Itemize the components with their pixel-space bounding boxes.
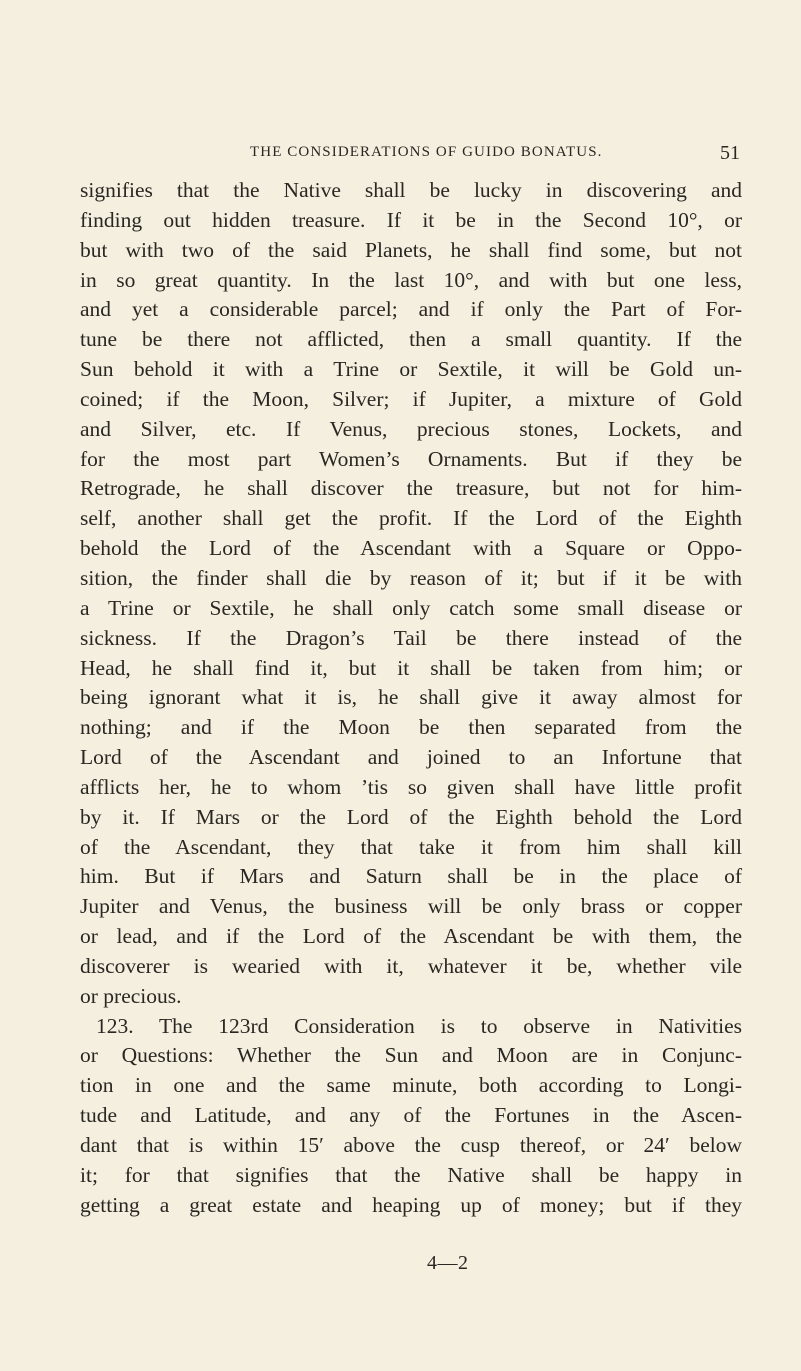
text-line: sition, the finder shall die by reason of it; but if it be with (80, 565, 742, 590)
text-line: it; for that signifies that the Native shall be happy in (80, 1162, 742, 1187)
text-line: for the most part Women’s Ornaments. But if they be (80, 446, 742, 471)
signature-mark: 4—2 (427, 1252, 469, 1274)
text-line: by it. If Mars or the Lord of the Eighth behold the Lord (80, 804, 742, 829)
text-line: tude and Latitude, and any of the Fortunes in the Ascen- (80, 1103, 742, 1128)
text-line: or lead, and if the Lord of the Ascendant be with them, the (80, 924, 742, 949)
text-line: tune be there not afflicted, then a small quantity. If the (80, 327, 742, 352)
text-line: coined; if the Moon, Silver; if Jupiter, a mixture of Gold (80, 386, 742, 411)
text-line: Head, he shall find it, but it shall be taken from him; or (80, 655, 742, 680)
text-line: being ignorant what it is, he shall give it away almost for (80, 685, 742, 710)
text-line: Sun behold it with a Trine or Sextile, it will be Gold un- (80, 357, 742, 382)
text-line: of the Ascendant, they that take it from him shall kill (80, 834, 742, 859)
text-line: a Trine or Sextile, he shall only catch some small disease or (80, 595, 742, 620)
text-line: and yet a considerable parcel; and if only the Part of For- (80, 297, 742, 322)
text-line: in so great quantity. In the last 10°, and with but one less, (80, 267, 742, 292)
text-line: tion in one and the same minute, both according to Longi- (80, 1073, 742, 1098)
text-line: Lord of the Ascendant and joined to an Infortune that (80, 745, 742, 770)
text-line: dant that is within 15′ above the cusp thereof, or 24′ below (80, 1133, 742, 1157)
text-line: Retrograde, he shall discover the treasure, but not for him- (80, 476, 742, 501)
page-number: 51 (720, 142, 740, 164)
text-line: self, another shall get the profit. If the Lord of the Eighth (80, 506, 742, 531)
text-line: him. But if Mars and Saturn shall be in the place of (80, 864, 742, 889)
text-line: nothing; and if the Moon be then separated from the (80, 715, 742, 740)
text-line: signifies that the Native shall be lucky in discovering and (80, 178, 742, 202)
text-line: afflicts her, he to whom ’tis so given shall have little profit (80, 774, 742, 799)
running-title: THE CONSIDERATIONS OF GUIDO BONATUS. (250, 144, 603, 160)
text-line: or precious. (80, 983, 182, 1008)
text-line: discoverer is wearied with it, whatever it be, whether vile (80, 953, 742, 978)
text-line: behold the Lord of the Ascendant with a Square or Oppo- (80, 536, 742, 561)
text-line: and Silver, etc. If Venus, precious stones, Lockets, and (80, 416, 742, 441)
text-line: Jupiter and Venus, the business will be only brass or copper (80, 894, 742, 919)
text-line: but with two of the said Planets, he shall find some, but not (80, 237, 742, 262)
body-text (80, 176, 742, 1221)
text-line: 123. The 123rd Consideration is to observe in Nativities (96, 1013, 742, 1038)
text-line: getting a great estate and heaping up of money; but if they (80, 1192, 742, 1217)
running-head (80, 144, 740, 170)
text-line: sickness. If the Dragon’s Tail be there instead of the (80, 625, 742, 650)
text-line: or Questions: Whether the Sun and Moon are in Conjunc- (80, 1043, 742, 1068)
text-line: finding out hidden treasure. If it be in the Second 10°, or (80, 207, 742, 232)
